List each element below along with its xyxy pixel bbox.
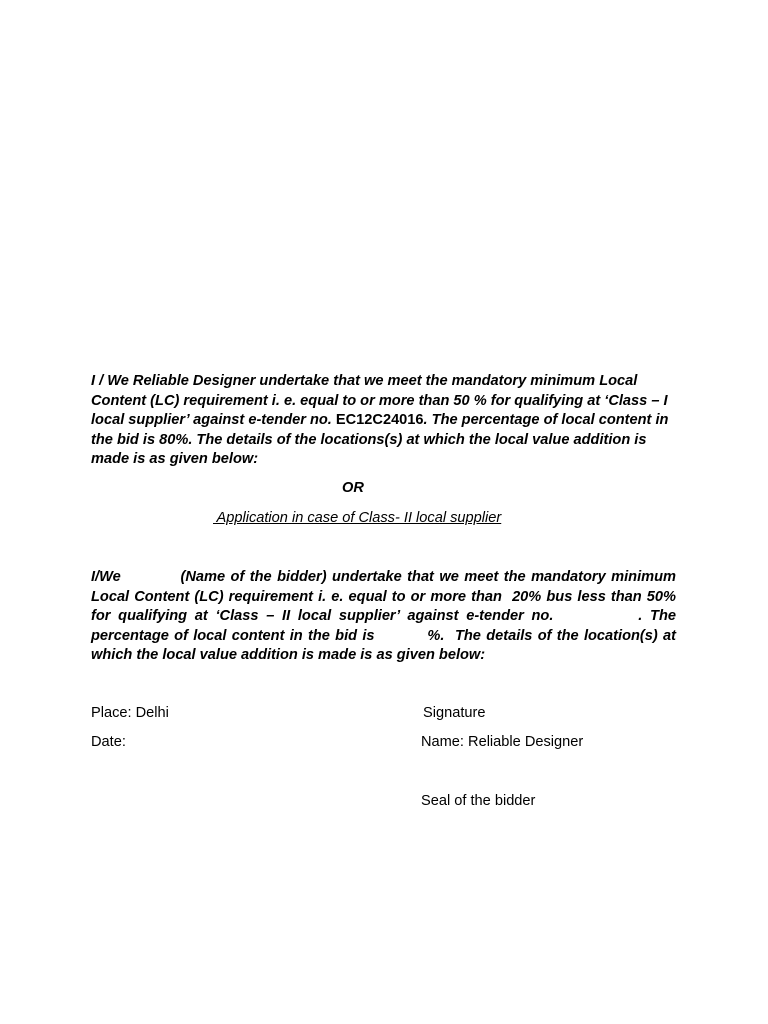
signature-label: Signature — [423, 705, 486, 721]
class-1-text-part-2: . The percentage of local content in the bid is 80%. The details of the locations(s) at which the local value addition is made is as given below: — [91, 412, 669, 467]
date-field: Date: — [91, 734, 126, 750]
place-field: Place: Delhi — [91, 705, 169, 721]
tender-number: EC12C24016 — [335, 412, 424, 428]
or-separator: OR — [342, 480, 364, 496]
bidder-name-field: Name: Reliable Designer — [421, 734, 584, 750]
class-1-text-part-1: I / We Reliable Designer undertake that we meet the mandatory minimum Local Content (LC) requirement i. e. equal to or more than 50 % for qualifying at ‘Class – I local supplier’ against e-tender no. — [91, 373, 668, 428]
class-2-undertaking-paragraph: I/We (Name of the bidder) undertake that we meet the mandatory minimum Local Content (LC) requirement i. e. equal to or more than 20% bus less than 50% for qualifying at ‘Class – II local supplier’ against e-tender no. . The percentage of local content in the bid is %. The details of the location(s) at which the local value addition is made is as given below: — [91, 569, 681, 663]
seal-label: Seal of the bidder — [421, 793, 536, 809]
class-2-heading: Application in case of Class- II local supplier — [213, 510, 502, 526]
class-1-undertaking-paragraph — [91, 372, 681, 470]
